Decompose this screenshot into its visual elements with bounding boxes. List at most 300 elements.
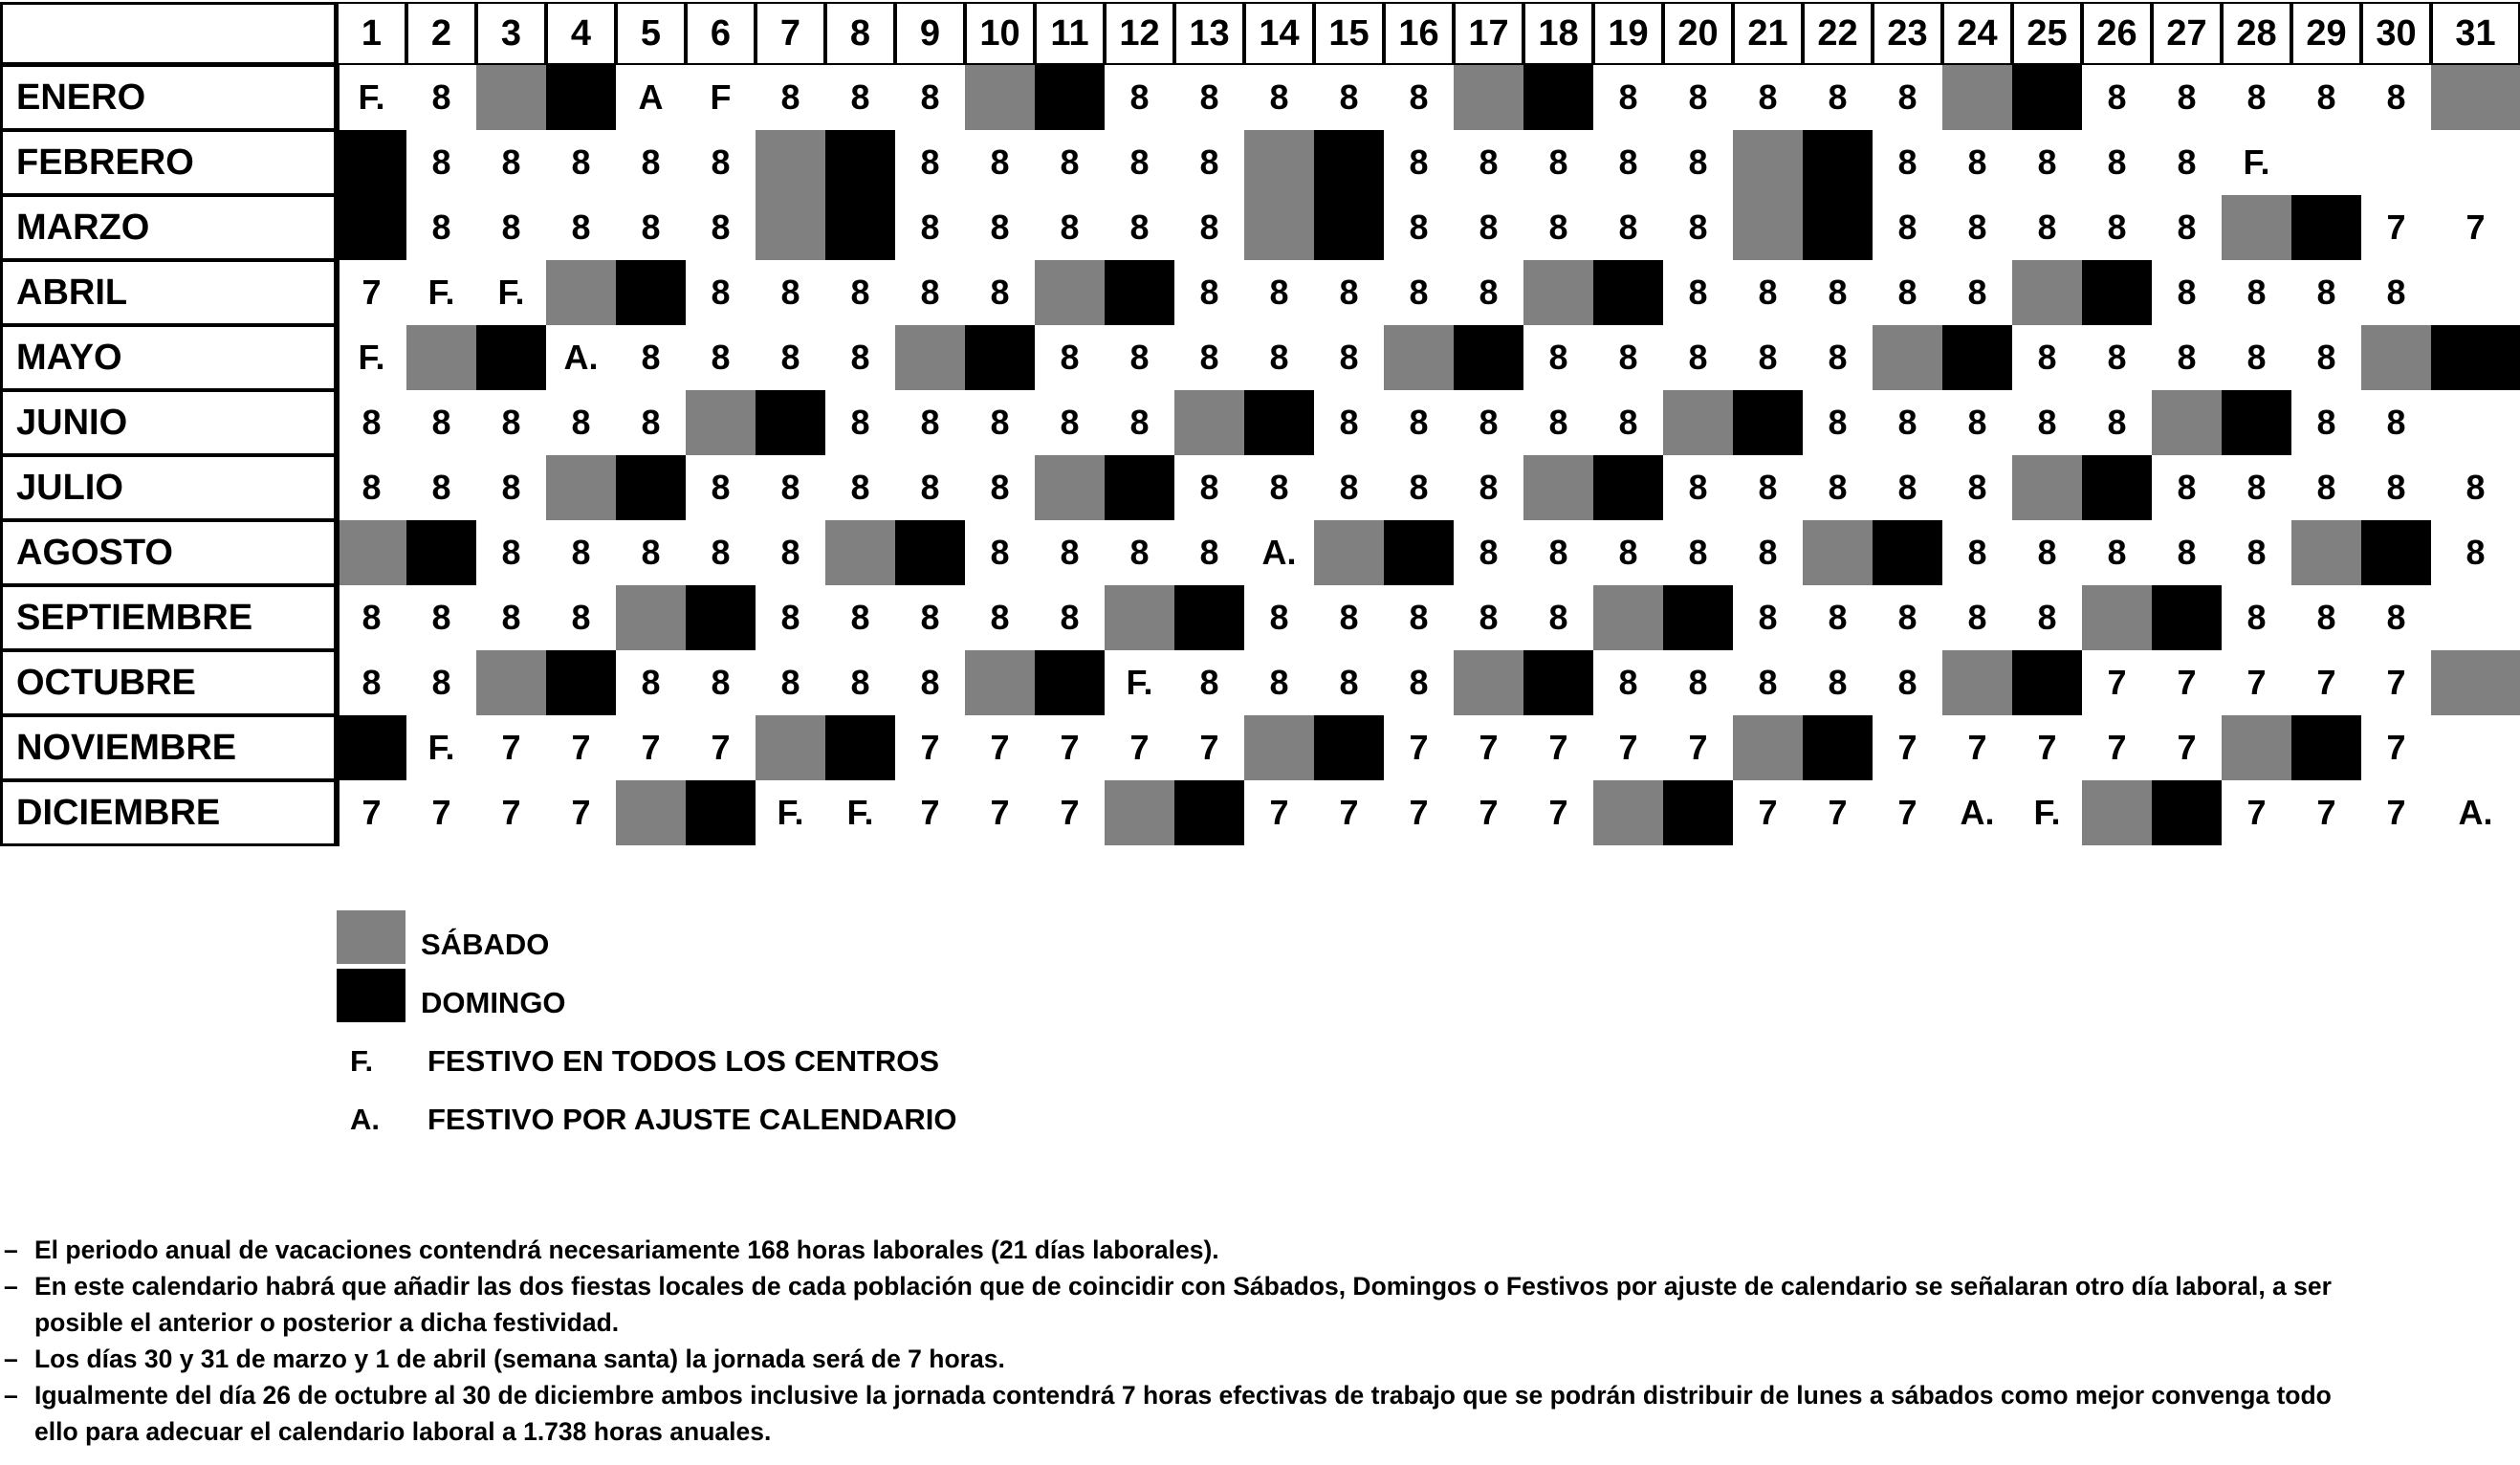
note-text: En este calendario habrá que añadir las dos fiestas locales de cada población que de coincidir con Sábados, Domingos o Festivos por ajuste de calendario se señalaran otro día laboral, a ser (34, 1272, 2332, 1301)
day-cell: 8 (2107, 533, 2127, 572)
day-cell: 8 (1339, 273, 1359, 312)
day-cell: 8 (1199, 533, 1219, 572)
sunday-cell (756, 390, 825, 455)
day-cell: 8 (362, 598, 382, 637)
header-corner-cell (0, 2, 337, 65)
day-cell: 8 (1548, 533, 1568, 572)
sunday-cell (2012, 65, 2082, 130)
day-cell: 8 (1479, 142, 1499, 182)
day-cell: 8 (1828, 663, 1848, 702)
day-cell: 8 (1409, 468, 1429, 507)
day-cell: 8 (990, 533, 1010, 572)
sunday-cell (825, 195, 895, 260)
sunday-cell (1105, 260, 1174, 325)
day-cell: 8 (2316, 77, 2336, 117)
day-cell: 8 (920, 77, 940, 117)
day-cell: 8 (1897, 273, 1917, 312)
saturday-cell (2012, 260, 2082, 325)
day-cell: 7 (501, 728, 521, 767)
day-cell: 8 (501, 533, 521, 572)
day-cell: 8 (1828, 338, 1848, 377)
day-cell: 8 (362, 403, 382, 442)
day-cell: 8 (1967, 403, 1987, 442)
day-cell: 7 (1339, 793, 1359, 832)
day-cell: 8 (1269, 273, 1289, 312)
day-cell: 8 (1269, 663, 1289, 702)
day-cell: 8 (1897, 598, 1917, 637)
sunday-cell (1593, 260, 1663, 325)
saturday-cell (1035, 260, 1105, 325)
day-cell: A (638, 77, 664, 117)
saturday-cell (1174, 390, 1244, 455)
day-cell: F (710, 77, 732, 117)
day-cell: 8 (1548, 598, 1568, 637)
saturday-cell (2431, 650, 2520, 715)
day-cell: F. (358, 77, 385, 117)
sunday-cell (1454, 325, 1523, 390)
sunday-cell (616, 455, 686, 520)
day-header: 19 (1593, 2, 1663, 65)
day-header: 28 (2222, 2, 2291, 65)
sunday-cell (1733, 390, 1803, 455)
day-header: 16 (1384, 2, 1454, 65)
day-cell: 8 (2037, 598, 2057, 637)
note-text: Los días 30 y 31 de marzo y 1 de abril (semana santa) la jornada será de 7 horas. (34, 1345, 1005, 1373)
day-cell: 8 (780, 598, 800, 637)
saturday-cell (1454, 650, 1523, 715)
day-cell: 7 (431, 793, 451, 832)
day-cell: 8 (2316, 338, 2336, 377)
day-cell: 8 (1897, 468, 1917, 507)
day-cell: 8 (1828, 403, 1848, 442)
day-cell: 8 (1060, 533, 1080, 572)
day-cell: 8 (1060, 598, 1080, 637)
sunday-cell (337, 195, 406, 260)
day-cell: 7 (1897, 793, 1917, 832)
day-cell: 8 (1688, 142, 1708, 182)
day-cell: 8 (711, 533, 731, 572)
day-header: 11 (1035, 2, 1105, 65)
saturday-cell (2222, 715, 2291, 780)
day-cell: 8 (2386, 468, 2406, 507)
sunday-cell (2012, 650, 2082, 715)
day-cell: 8 (571, 142, 591, 182)
saturday-cell (1244, 195, 1314, 260)
day-cell: 8 (1758, 338, 1778, 377)
ajuste-label: FESTIVO POR AJUSTE CALENDARIO (427, 1103, 957, 1136)
day-cell: 8 (850, 273, 870, 312)
day-header: 12 (1105, 2, 1174, 65)
sunday-cell (546, 650, 616, 715)
day-cell: 7 (2386, 793, 2406, 832)
day-cell: 8 (2246, 77, 2267, 117)
day-cell: 8 (1060, 208, 1080, 247)
day-cell: 8 (1967, 533, 1987, 572)
day-cell: F. (846, 793, 874, 832)
day-header: 13 (1174, 2, 1244, 65)
note-text: posible el anterior o posterior a dicha festividad. (34, 1308, 620, 1337)
day-cell: 8 (1409, 663, 1429, 702)
saturday-cell (2152, 390, 2222, 455)
sunday-cell (1593, 455, 1663, 520)
day-header: 6 (686, 2, 756, 65)
sunday-cell (825, 715, 895, 780)
day-cell: 8 (2037, 208, 2057, 247)
day-cell: 8 (1339, 468, 1359, 507)
day-cell: A. (563, 338, 599, 377)
saturday-label: SÁBADO (421, 928, 550, 961)
day-cell: 8 (1618, 208, 1638, 247)
day-cell: 8 (1548, 142, 1568, 182)
saturday-cell (616, 780, 686, 845)
note-dash: – (4, 1381, 18, 1410)
day-header: 20 (1663, 2, 1733, 65)
day-cell: 8 (2465, 468, 2486, 507)
day-cell: A. (1261, 533, 1297, 572)
sunday-cell (546, 65, 616, 130)
day-cell: 7 (1060, 793, 1080, 832)
saturday-cell (337, 520, 406, 585)
day-cell: 8 (1548, 208, 1568, 247)
day-cell: 7 (2107, 728, 2127, 767)
day-cell: 7 (1409, 793, 1429, 832)
saturday-cell (825, 520, 895, 585)
day-cell: 8 (780, 338, 800, 377)
sunday-cell (2082, 260, 2152, 325)
day-cell: 8 (2107, 208, 2127, 247)
saturday-cell (1105, 585, 1174, 650)
empty-cell (2431, 390, 2520, 455)
day-cell: 8 (920, 598, 940, 637)
saturday-swatch (337, 910, 405, 964)
day-cell: F. (2033, 793, 2061, 832)
day-cell: 8 (920, 208, 940, 247)
day-cell: 7 (2386, 208, 2406, 247)
sunday-cell (2222, 390, 2291, 455)
day-header: 31 (2431, 2, 2520, 65)
saturday-cell (1384, 325, 1454, 390)
sunday-cell (476, 325, 546, 390)
month-label: NOVIEMBRE (0, 715, 337, 780)
day-cell: 8 (1967, 273, 1987, 312)
day-cell: 7 (1479, 728, 1499, 767)
day-cell: 8 (1967, 208, 1987, 247)
day-cell: 8 (1409, 77, 1429, 117)
festivo-label: FESTIVO EN TODOS LOS CENTROS (427, 1044, 940, 1078)
day-cell: 7 (920, 793, 940, 832)
sunday-cell (1244, 390, 1314, 455)
day-cell: 8 (431, 663, 451, 702)
note-dash: – (4, 1235, 18, 1264)
day-cell: 8 (1967, 142, 1987, 182)
day-cell: 8 (711, 663, 731, 702)
day-cell: F. (497, 273, 525, 312)
day-header: 3 (476, 2, 546, 65)
day-cell: 8 (1618, 533, 1638, 572)
day-cell: 8 (1618, 403, 1638, 442)
day-cell: 8 (920, 273, 940, 312)
day-cell: 8 (2177, 142, 2197, 182)
day-cell: 8 (1688, 468, 1708, 507)
note-text: Igualmente del día 26 de octubre al 30 de diciembre ambos inclusive la jornada contendrá 7 horas efectivas de trabajo que se podrán distribuir de lunes a sábados como mejor convenga todo (34, 1381, 2332, 1410)
saturday-cell (2012, 455, 2082, 520)
day-cell: 8 (431, 403, 451, 442)
day-cell: 7 (2246, 793, 2267, 832)
note-dash: – (4, 1272, 18, 1301)
sunday-cell (1663, 585, 1733, 650)
day-cell: 7 (1548, 793, 1568, 832)
saturday-cell (1663, 390, 1733, 455)
ajuste-mark: A. (350, 1103, 380, 1136)
day-cell: 8 (1269, 598, 1289, 637)
day-cell: 7 (1967, 728, 1987, 767)
day-cell: 8 (501, 403, 521, 442)
day-cell: 8 (1199, 208, 1219, 247)
day-cell: 8 (2177, 338, 2197, 377)
day-cell: 8 (1897, 663, 1917, 702)
day-cell: 8 (1199, 468, 1219, 507)
day-cell: 7 (1060, 728, 1080, 767)
day-cell: 8 (641, 208, 661, 247)
day-cell: 7 (2386, 728, 2406, 767)
month-label: JUNIO (0, 390, 337, 455)
sunday-cell (965, 325, 1035, 390)
day-cell: 8 (1409, 208, 1429, 247)
day-cell: 8 (431, 208, 451, 247)
day-cell: 8 (780, 663, 800, 702)
saturday-cell (1593, 585, 1663, 650)
saturday-cell (965, 650, 1035, 715)
day-cell: 8 (1199, 338, 1219, 377)
empty-cell (2431, 260, 2520, 325)
sunday-cell (616, 260, 686, 325)
saturday-cell (756, 195, 825, 260)
day-header: 7 (756, 2, 825, 65)
day-cell: 7 (2465, 208, 2486, 247)
day-cell: F. (2243, 142, 2270, 182)
day-cell: 8 (1199, 142, 1219, 182)
day-cell: 8 (2465, 533, 2486, 572)
day-cell: 8 (1758, 273, 1778, 312)
day-cell: 7 (1828, 793, 1848, 832)
day-cell: 8 (571, 208, 591, 247)
day-cell: 7 (501, 793, 521, 832)
day-cell: 7 (2386, 663, 2406, 702)
month-label: SEPTIEMBRE (0, 585, 337, 650)
day-cell: 8 (1269, 468, 1289, 507)
day-cell: 8 (1688, 77, 1708, 117)
day-cell: 8 (571, 533, 591, 572)
saturday-cell (2291, 520, 2361, 585)
day-cell: 7 (641, 728, 661, 767)
day-cell: 8 (1409, 142, 1429, 182)
day-header: 26 (2082, 2, 2152, 65)
day-cell: 8 (850, 598, 870, 637)
saturday-cell (2222, 195, 2291, 260)
day-cell: 8 (1758, 598, 1778, 637)
sunday-cell (2082, 455, 2152, 520)
day-cell: 7 (1129, 728, 1150, 767)
saturday-cell (1733, 130, 1803, 195)
day-cell: 8 (501, 142, 521, 182)
day-cell: 8 (1199, 77, 1219, 117)
day-cell: 8 (990, 208, 1010, 247)
day-cell: 8 (1897, 77, 1917, 117)
day-cell: 8 (1339, 338, 1359, 377)
day-cell: 8 (1758, 533, 1778, 572)
day-cell: 8 (990, 142, 1010, 182)
saturday-cell (476, 65, 546, 130)
sunday-cell (825, 130, 895, 195)
month-label: DICIEMBRE (0, 780, 337, 845)
day-cell: 8 (1897, 208, 1917, 247)
day-cell: 8 (1060, 142, 1080, 182)
sunday-cell (1035, 650, 1105, 715)
day-cell: 8 (2107, 77, 2127, 117)
day-cell: 8 (1688, 338, 1708, 377)
day-cell: 7 (1897, 728, 1917, 767)
day-cell: 8 (431, 598, 451, 637)
day-cell: 8 (362, 468, 382, 507)
day-cell: 8 (711, 208, 731, 247)
day-cell: 8 (571, 403, 591, 442)
sunday-cell (1523, 65, 1593, 130)
day-cell: F. (427, 728, 455, 767)
sunday-cell (1314, 195, 1384, 260)
day-cell: 8 (1479, 533, 1499, 572)
day-cell: 8 (990, 468, 1010, 507)
day-cell: 8 (2177, 77, 2197, 117)
day-cell: 7 (990, 728, 1010, 767)
day-cell: 8 (2037, 403, 2057, 442)
saturday-cell (1733, 195, 1803, 260)
day-cell: F. (1126, 663, 1153, 702)
day-cell: 7 (2037, 728, 2057, 767)
sunday-cell (2431, 325, 2520, 390)
day-cell: 8 (1129, 338, 1150, 377)
day-cell: 7 (1409, 728, 1429, 767)
day-cell: 8 (2316, 468, 2336, 507)
sunday-cell (895, 520, 965, 585)
sunday-cell (2152, 585, 2222, 650)
day-cell: 8 (850, 77, 870, 117)
day-cell: 8 (1479, 403, 1499, 442)
day-cell: 8 (2246, 273, 2267, 312)
month-label: JULIO (0, 455, 337, 520)
saturday-cell (546, 260, 616, 325)
day-cell: 8 (990, 273, 1010, 312)
saturday-cell (1454, 65, 1523, 130)
day-cell: 8 (780, 77, 800, 117)
day-cell: 8 (641, 403, 661, 442)
day-cell: 8 (1060, 403, 1080, 442)
month-label: MAYO (0, 325, 337, 390)
day-cell: 8 (1967, 468, 1987, 507)
day-cell: 8 (501, 208, 521, 247)
sunday-cell (1803, 715, 1873, 780)
saturday-cell (1593, 780, 1663, 845)
day-cell: 8 (431, 77, 451, 117)
day-header: 10 (965, 2, 1035, 65)
saturday-cell (895, 325, 965, 390)
note-dash: – (4, 1345, 18, 1373)
saturday-cell (1873, 325, 1942, 390)
day-cell: 8 (1339, 403, 1359, 442)
day-cell: 7 (2316, 663, 2336, 702)
day-cell: 8 (501, 468, 521, 507)
sunday-cell (1174, 585, 1244, 650)
day-cell: 8 (711, 142, 731, 182)
sunday-cell (1384, 520, 1454, 585)
day-cell: 8 (711, 338, 731, 377)
empty-cell (2431, 130, 2520, 195)
day-cell: 8 (641, 142, 661, 182)
day-cell: 8 (501, 598, 521, 637)
day-cell: 7 (2177, 663, 2197, 702)
empty-cell (2431, 715, 2520, 780)
sunday-cell (1803, 130, 1873, 195)
day-cell: 8 (2316, 598, 2336, 637)
sunday-cell (2361, 520, 2431, 585)
day-cell: 8 (2246, 598, 2267, 637)
sunday-swatch (337, 969, 405, 1022)
day-cell: 8 (990, 598, 1010, 637)
saturday-cell (1733, 715, 1803, 780)
day-cell: 8 (2386, 598, 2406, 637)
day-cell: 8 (850, 663, 870, 702)
day-cell: 8 (780, 533, 800, 572)
day-cell: 7 (362, 793, 382, 832)
day-cell: 8 (1129, 403, 1150, 442)
day-cell: 8 (1479, 598, 1499, 637)
day-header: 27 (2152, 2, 2222, 65)
day-cell: 7 (1688, 728, 1708, 767)
day-cell: 8 (920, 403, 940, 442)
day-cell: 7 (711, 728, 731, 767)
day-cell: 8 (1618, 338, 1638, 377)
day-cell: 8 (1688, 663, 1708, 702)
sunday-cell (1942, 325, 2012, 390)
day-cell: 8 (1409, 598, 1429, 637)
day-cell: 8 (1129, 77, 1150, 117)
day-cell: 8 (1269, 338, 1289, 377)
day-cell: 8 (711, 468, 731, 507)
saturday-cell (686, 390, 756, 455)
empty-cell (2431, 585, 2520, 650)
saturday-cell (2082, 780, 2152, 845)
day-cell: 8 (1548, 338, 1568, 377)
day-header: 29 (2291, 2, 2361, 65)
sunday-cell (1663, 780, 1733, 845)
saturday-cell (1523, 455, 1593, 520)
festivo-mark: F. (350, 1044, 374, 1078)
sunday-cell (686, 585, 756, 650)
day-cell: 8 (920, 142, 940, 182)
saturday-cell (756, 130, 825, 195)
day-cell: 8 (1269, 77, 1289, 117)
saturday-cell (406, 325, 476, 390)
day-cell: F. (358, 338, 385, 377)
day-cell: 8 (1828, 598, 1848, 637)
day-cell: 8 (2107, 338, 2127, 377)
day-cell: 8 (1758, 77, 1778, 117)
saturday-cell (1803, 520, 1873, 585)
day-cell: 8 (850, 403, 870, 442)
day-cell: 8 (1339, 663, 1359, 702)
day-header: 18 (1523, 2, 1593, 65)
day-cell: 8 (920, 468, 940, 507)
saturday-cell (1105, 780, 1174, 845)
